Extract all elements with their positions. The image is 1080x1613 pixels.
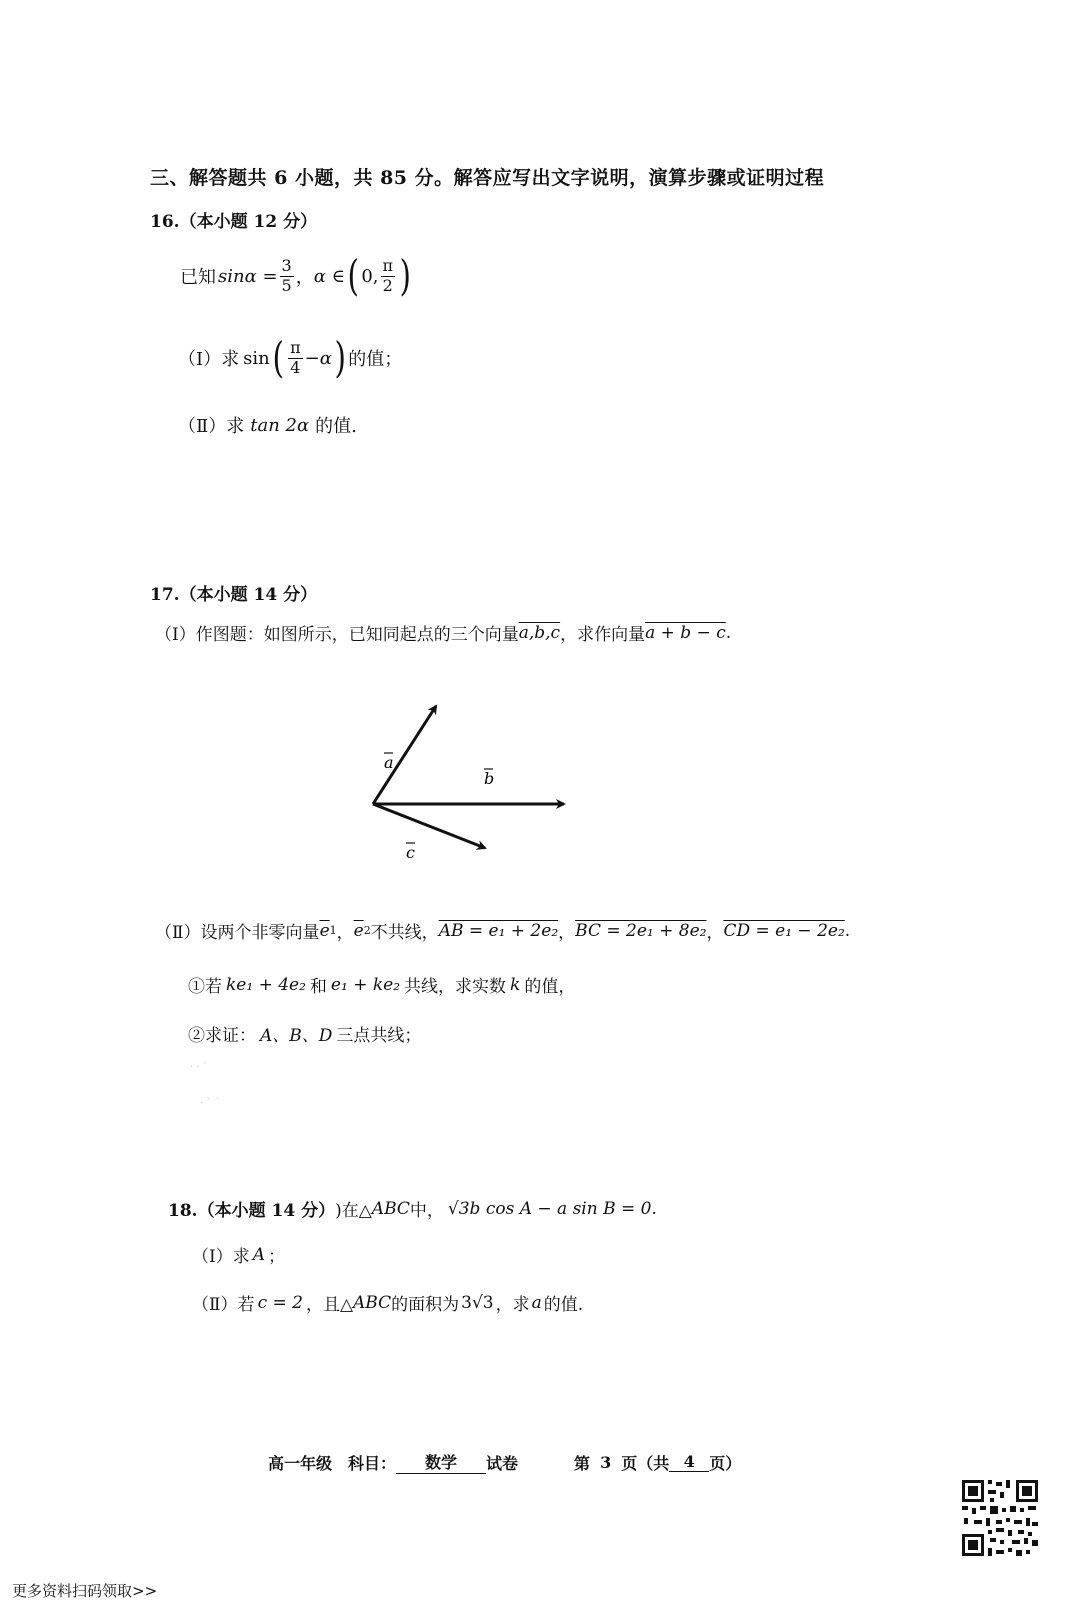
q16-interval-num: π [382,256,394,276]
q18-part2-var: a [531,1292,542,1313]
footer-page-pre: 第 [574,1453,591,1473]
q17-sub1-suffix: 共线，求实数 [404,977,507,997]
q16-interval-den: 2 [382,275,393,295]
footer-exam: 试卷 [486,1453,519,1473]
q17-part2-comma1: ， [558,923,576,943]
q16-frac-3-5 [280,257,294,295]
q18-part1-end: ； [268,1247,285,1267]
left-paren: ( [347,251,359,300]
q17-part2-label: （Ⅱ）设两个非零向量 [155,923,320,943]
vector-a-arrow [373,706,436,804]
q16-part1-den: 4 [290,357,301,377]
q18-header: 18.（本小题 14 分） [168,1201,336,1221]
q16-interval-a: 0, [361,265,379,287]
q16-frac-num: 3 [281,256,292,276]
vector-c-label: c [406,843,415,862]
q18-part2-mid: ，且△ [305,1295,354,1315]
q18-part2-ask: ，求 [495,1295,530,1315]
q18-part2-label: （Ⅱ）若 [192,1295,255,1315]
q17-part2 [155,918,850,943]
q17-part2-ab: AB = e₁ + 2e₂ [438,920,559,941]
q16-part2-expr: tan 2α [250,414,310,436]
q17-sub2-suffix: 三点共线； [336,1026,422,1046]
q18-abc: ABC [371,1198,410,1219]
q17-part1-expr: a + b − c [645,622,726,643]
q18-part2-area: 的面积为 [391,1295,460,1315]
vector-figure [360,690,590,870]
q17-sub2 [188,1021,421,1046]
q18-part2-area-val: 3√3 [461,1292,494,1313]
q17-sub1-k: k [510,974,521,995]
q18-part2-abc: ABC [353,1292,392,1313]
q18-zhong: 中， [409,1201,444,1221]
q18-part2-cond: c = 2 [257,1292,303,1313]
q18-part2 [192,1290,583,1315]
q17-sub2-points: A、B、D [260,1026,333,1046]
q17-part1 [155,620,731,645]
q17-part2-cd: CD = e₁ − 2e₂ [723,920,845,941]
q17-sub1-end: 的值， [524,977,576,997]
left-paren: ( [272,333,284,382]
q17-sub2-label: ②求证： [188,1026,256,1046]
vector-c-arrow [373,804,485,848]
footer-page-end: 页） [709,1453,742,1473]
q17-part1-middle: ，求作向量 [560,625,646,645]
q17-sub1 [188,972,575,997]
q16-alpha-in: α ∈ [313,265,345,287]
q17-part2-e1: $\overline{e}$ [319,920,330,941]
q17-sub1-and: 和 [309,977,327,997]
q17-part1-vectors: a,b,c [518,622,561,643]
q18-part1-label: （Ⅰ）求 [192,1247,250,1267]
q16-part1-sin: sin [243,347,270,369]
footer-page-mid: 页（共 [621,1453,670,1473]
footer-page-total: 4 [669,1452,709,1472]
q16-part2 [178,412,357,438]
footer-subject-label: 科目： [348,1453,397,1473]
q16-part2-suffix: 的值. [315,416,357,437]
q16-header: 16.（本小题 12 分） [150,212,318,232]
q18-intro-text: )在△ [335,1201,372,1221]
section-title: 三、解答题共 6 小题，共 85 分。解答应写出文字说明，演算步骤或证明过程 [150,167,825,189]
q17-part2-e2: $\overline{e}$ [353,920,364,941]
q17-part2-e1-sub: 1 [329,924,337,937]
q18-intro [168,1196,657,1221]
q17-part1-label: （Ⅰ）作图题：如图所示，已知同起点的三个向量 [155,625,519,645]
q16-part2-label: （Ⅱ）求 [178,416,245,437]
q17-part2-not-collinear: 不共线， [370,923,439,943]
vector-b-label: b [484,769,495,788]
footer-page-num: 3 [600,1452,612,1472]
q17-header: 17.（本小题 14 分） [150,585,318,605]
q18-part1-var: A [252,1244,265,1265]
q16-comma: ， [295,267,314,288]
q17-sub1-expr1: ke₁ + 4e₂ [226,974,306,995]
qr-code-icon[interactable] [960,1478,1040,1558]
scan-mark: · ˋ ˊ [200,1098,220,1109]
q16-given [180,251,413,300]
q16-part1-frac [288,339,303,377]
q17-part2-end: . [844,920,851,941]
page-footer [268,1450,741,1474]
q17-part2-e2-sub: 2 [363,924,371,937]
q16-part1-suffix: 的值； [348,349,403,370]
q17-part2-comma2: ， [706,923,724,943]
q17-sub1-expr2: e₁ + ke₂ [330,974,401,995]
q16-frac-pi-2 [381,257,396,295]
q18-part1 [192,1242,285,1267]
q17-part2-bc: BC = 2e₁ + 8e₂ [575,920,707,941]
q16-part1-label: （Ⅰ）求 [178,349,240,370]
footer-subject: 数学 [396,1450,486,1474]
q16-part1-num: π [290,338,301,358]
right-paren: ) [334,333,346,382]
q16-frac-den: 5 [281,275,292,295]
vector-a-label: a [384,753,394,772]
q16-part1 [178,333,403,382]
q18-equation: √3b cos A − a sin B = 0. [447,1198,657,1219]
right-paren: ) [399,251,411,300]
scan-mark: · · ˋ [190,1062,208,1073]
q16-given-prefix: 已知 [180,267,216,288]
q17-part1-end: . [725,622,732,643]
more-resources-link[interactable]: 更多资料扫码领取>> [12,1582,158,1600]
q16-sin-alpha: sinα = [218,265,278,287]
q17-sub1-label: ①若 [188,977,222,997]
q18-part2-end: 的值. [543,1295,584,1315]
footer-grade: 高一年级 [268,1453,333,1473]
q17-part2-sep: ， [336,923,354,943]
q16-part1-minus-alpha: −α [304,347,332,369]
